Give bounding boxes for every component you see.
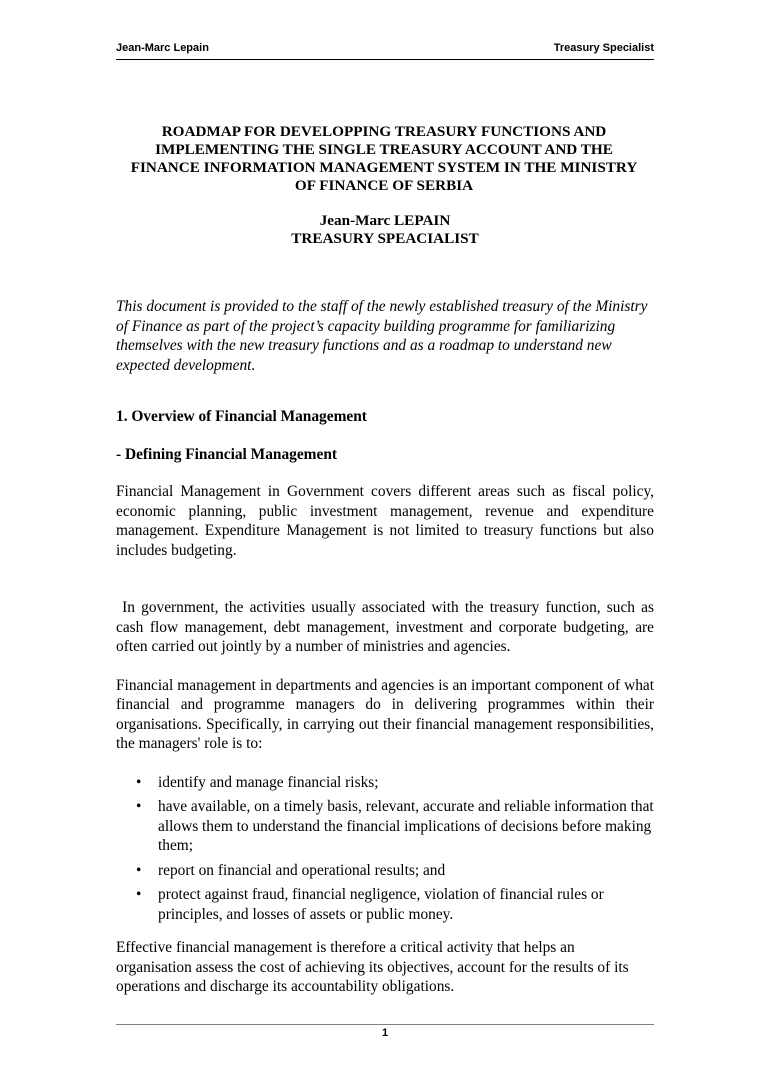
author-block xyxy=(116,212,654,248)
section-heading: 1. Overview of Financial Management xyxy=(116,408,367,425)
header-divider xyxy=(116,59,654,60)
list-item-text: report on financial and operational results; and xyxy=(158,861,446,879)
page-number: 1 xyxy=(381,1027,389,1039)
list-item-text: identify and manage financial risks; xyxy=(158,773,379,791)
document-body xyxy=(116,297,658,997)
title-line: ROADMAP FOR DEVELOPPING TREASURY FUNCTIONS AND xyxy=(161,123,607,140)
list-item xyxy=(136,797,654,856)
running-header xyxy=(116,42,654,54)
footer-divider xyxy=(116,1024,654,1025)
closing-paragraph: Effective financial management is therefore a critical activity that helps an organisation assess the cost of achieving its objectives, account for the results of its operations and discharge its accountability obligations. xyxy=(116,939,629,995)
title-line: FINANCE INFORMATION MANAGEMENT SYSTEM IN THE MINISTRY xyxy=(130,159,638,176)
list-item-text: have available, on a timely basis, relevant, accurate and reliable information that allows them to understand the financial implications of decisions before making them; xyxy=(158,798,654,854)
subsection-heading: - Defining Financial Management xyxy=(116,445,338,463)
bullet-icon: • xyxy=(136,773,142,791)
list-item xyxy=(136,861,654,881)
list-item-text: protect against fraud, financial negligence, violation of financial rules or principles, and losses of assets or public money. xyxy=(158,886,604,923)
title-line: IMPLEMENTING THE SINGLE TREASURY ACCOUNT AND THE xyxy=(155,141,613,158)
bullet-icon: • xyxy=(136,861,142,879)
list-item xyxy=(136,773,654,793)
header-author: Jean-Marc Lepain xyxy=(116,42,209,54)
body-paragraph: Financial management in departments and agencies is an important component of what financial and programme managers do in delivering programmes within their organisations. Specifically, in carrying out their financial management responsibilities, the managers' role is to: xyxy=(116,676,654,752)
title-line: OF FINANCE OF SERBIA xyxy=(294,177,474,194)
document-title xyxy=(110,123,658,195)
list-item xyxy=(136,885,654,924)
author-title: TREASURY SPEACIALIST xyxy=(291,230,479,247)
intro-paragraph: This document is provided to the staff of the newly established treasury of the Ministry of Finance as part of the project’s capacity building programme for familiarizing themselves with the new treasury functions and as a roadmap to understand new expected development. xyxy=(116,298,648,374)
author-name: Jean-Marc LEPAIN xyxy=(319,212,451,229)
bullet-icon: • xyxy=(136,886,142,903)
bullet-icon: • xyxy=(136,798,142,815)
responsibilities-list xyxy=(116,773,654,925)
body-paragraph: Financial Management in Government covers different areas such as fiscal policy, economic planning, public investment management, revenue and expenditure management. Expenditure Management is not limited to treasury functions but also includes budgeting. xyxy=(116,483,654,559)
header-role: Treasury Specialist xyxy=(553,42,654,54)
body-paragraph: In government, the activities usually associated with the treasury function, such as cash flow management, debt management, investment and corporate budgeting, are often carried out jointly by a number of ministries and agencies. xyxy=(116,599,658,655)
